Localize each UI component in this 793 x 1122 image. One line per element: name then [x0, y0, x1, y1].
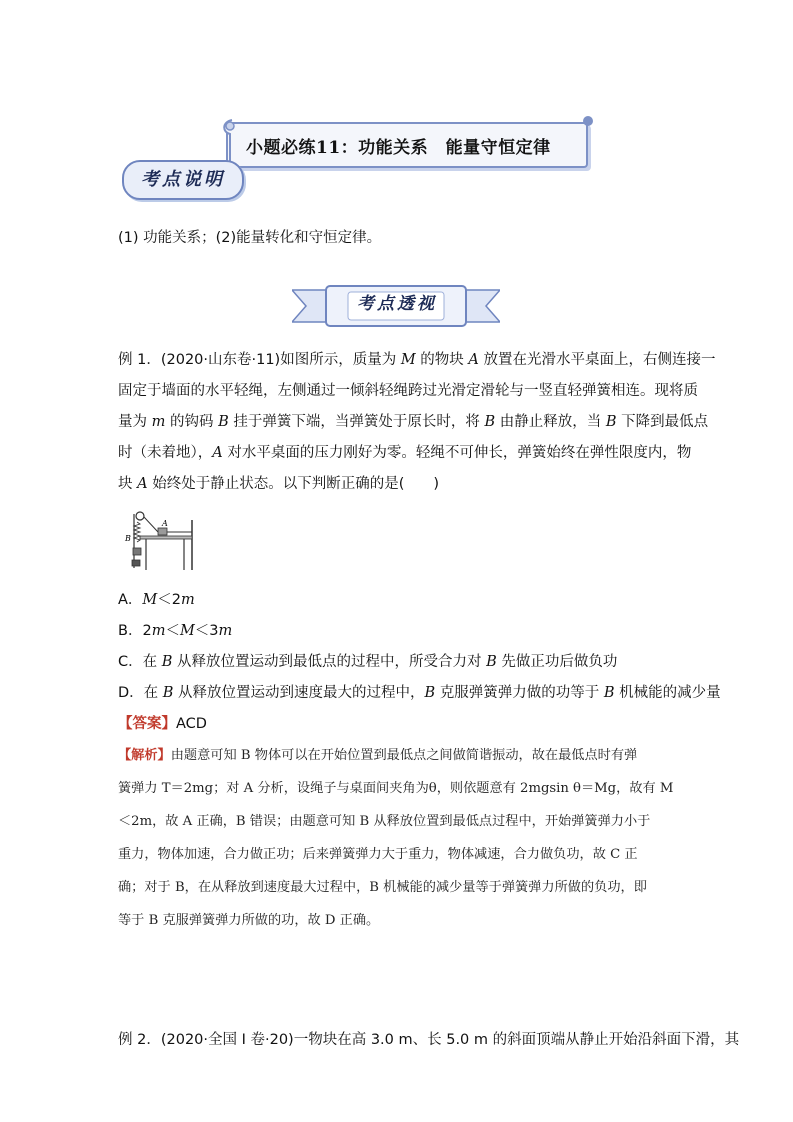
example1-line-3: 量为 m 的钩码 B 挂于弹簧下端，当弹簧处于原长时，将 B 由静止释放，当 B 下降到最低点 [118, 414, 709, 430]
option-d: D．在 B 从释放位置运动到速度最大的过程中，B 克服弹簧弹力做的功等于 B 机械能的减少量 [118, 685, 721, 701]
figure-label-a: A [162, 519, 168, 528]
option-a: A．M＜2m [118, 592, 195, 608]
option-c: C．在 B 从释放位置运动到最低点的过程中，所受合力对 B 先做正功后做负功 [118, 654, 618, 670]
analysis-line-6: 等于 B 克服弹簧弹力所做的功，故 D 正确。 [118, 913, 380, 928]
figure-label-b: B [125, 534, 131, 543]
section-badge-kaodian-shuoming: 考点说明 [122, 160, 244, 200]
option-b: B．2m＜M＜3m [118, 623, 233, 639]
title-banner [226, 122, 588, 168]
banner-corner-dot [583, 116, 593, 126]
intro-text: (1) 功能关系；(2)能量转化和守恒定律。 [118, 230, 382, 246]
analysis-line-2: 簧弹力 T＝2mg；对 A 分析，设绳子与桌面间夹角为θ，则依题意有 2mgsin θ＝Mg，故有 M [118, 781, 674, 796]
section-badge-kaodian-toushi: 考点透视 [357, 294, 437, 314]
example1-line-1: 例 1．(2020·山东卷·11)如图所示，质量为 M 的物块 A 放置在光滑水平桌面上，右侧连接一 [118, 352, 716, 368]
answer-value: ACD [176, 716, 207, 732]
analysis-line-1: 【解析】由题意可知 B 物体可以在开始位置到最低点之间做简谐振动，故在最低点时有弹 [118, 748, 638, 763]
page-title: 小题必练11：功能关系 能量守恒定律 [246, 138, 551, 158]
answer-line [118, 714, 207, 734]
example1-line-5: 块 A 始终处于静止状态。以下判断正确的是( ) [118, 476, 440, 492]
pulley-spring-figure [124, 508, 196, 572]
analysis-line-4: 重力，物体加速，合力做正功；后来弹簧弹力大于重力，物体减速，合力做负功，故 C 正 [118, 847, 638, 862]
answer-tag: 【答案】 [118, 716, 176, 732]
example2-line-1: 例 2．(2020·全国 I 卷·20)一物块在高 3.0 m、长 5.0 m 的斜面顶端从静止开始沿斜面下滑，其 [118, 1032, 740, 1048]
example1-line-4: 时（未着地），A 对水平桌面的压力刚好为零。轻绳不可伸长，弹簧始终在弹性限度内，物 [118, 445, 692, 461]
analysis-line-5: 确；对于 B，在从释放到速度最大过程中，B 机械能的减少量等于弹簧弹力所做的负功，即 [118, 880, 647, 895]
analysis-tag: 【解析】 [118, 748, 171, 763]
example1-line-2: 固定于墙面的水平轻绳，左侧通过一倾斜轻绳跨过光滑定滑轮与一竖直轻弹簧相连。现将质 [118, 383, 698, 399]
analysis-line-3: ＜2m，故 A 正确，B 错误；由题意可知 B 从释放位置到最低点过程中，开始弹簧弹力小于 [118, 814, 651, 829]
